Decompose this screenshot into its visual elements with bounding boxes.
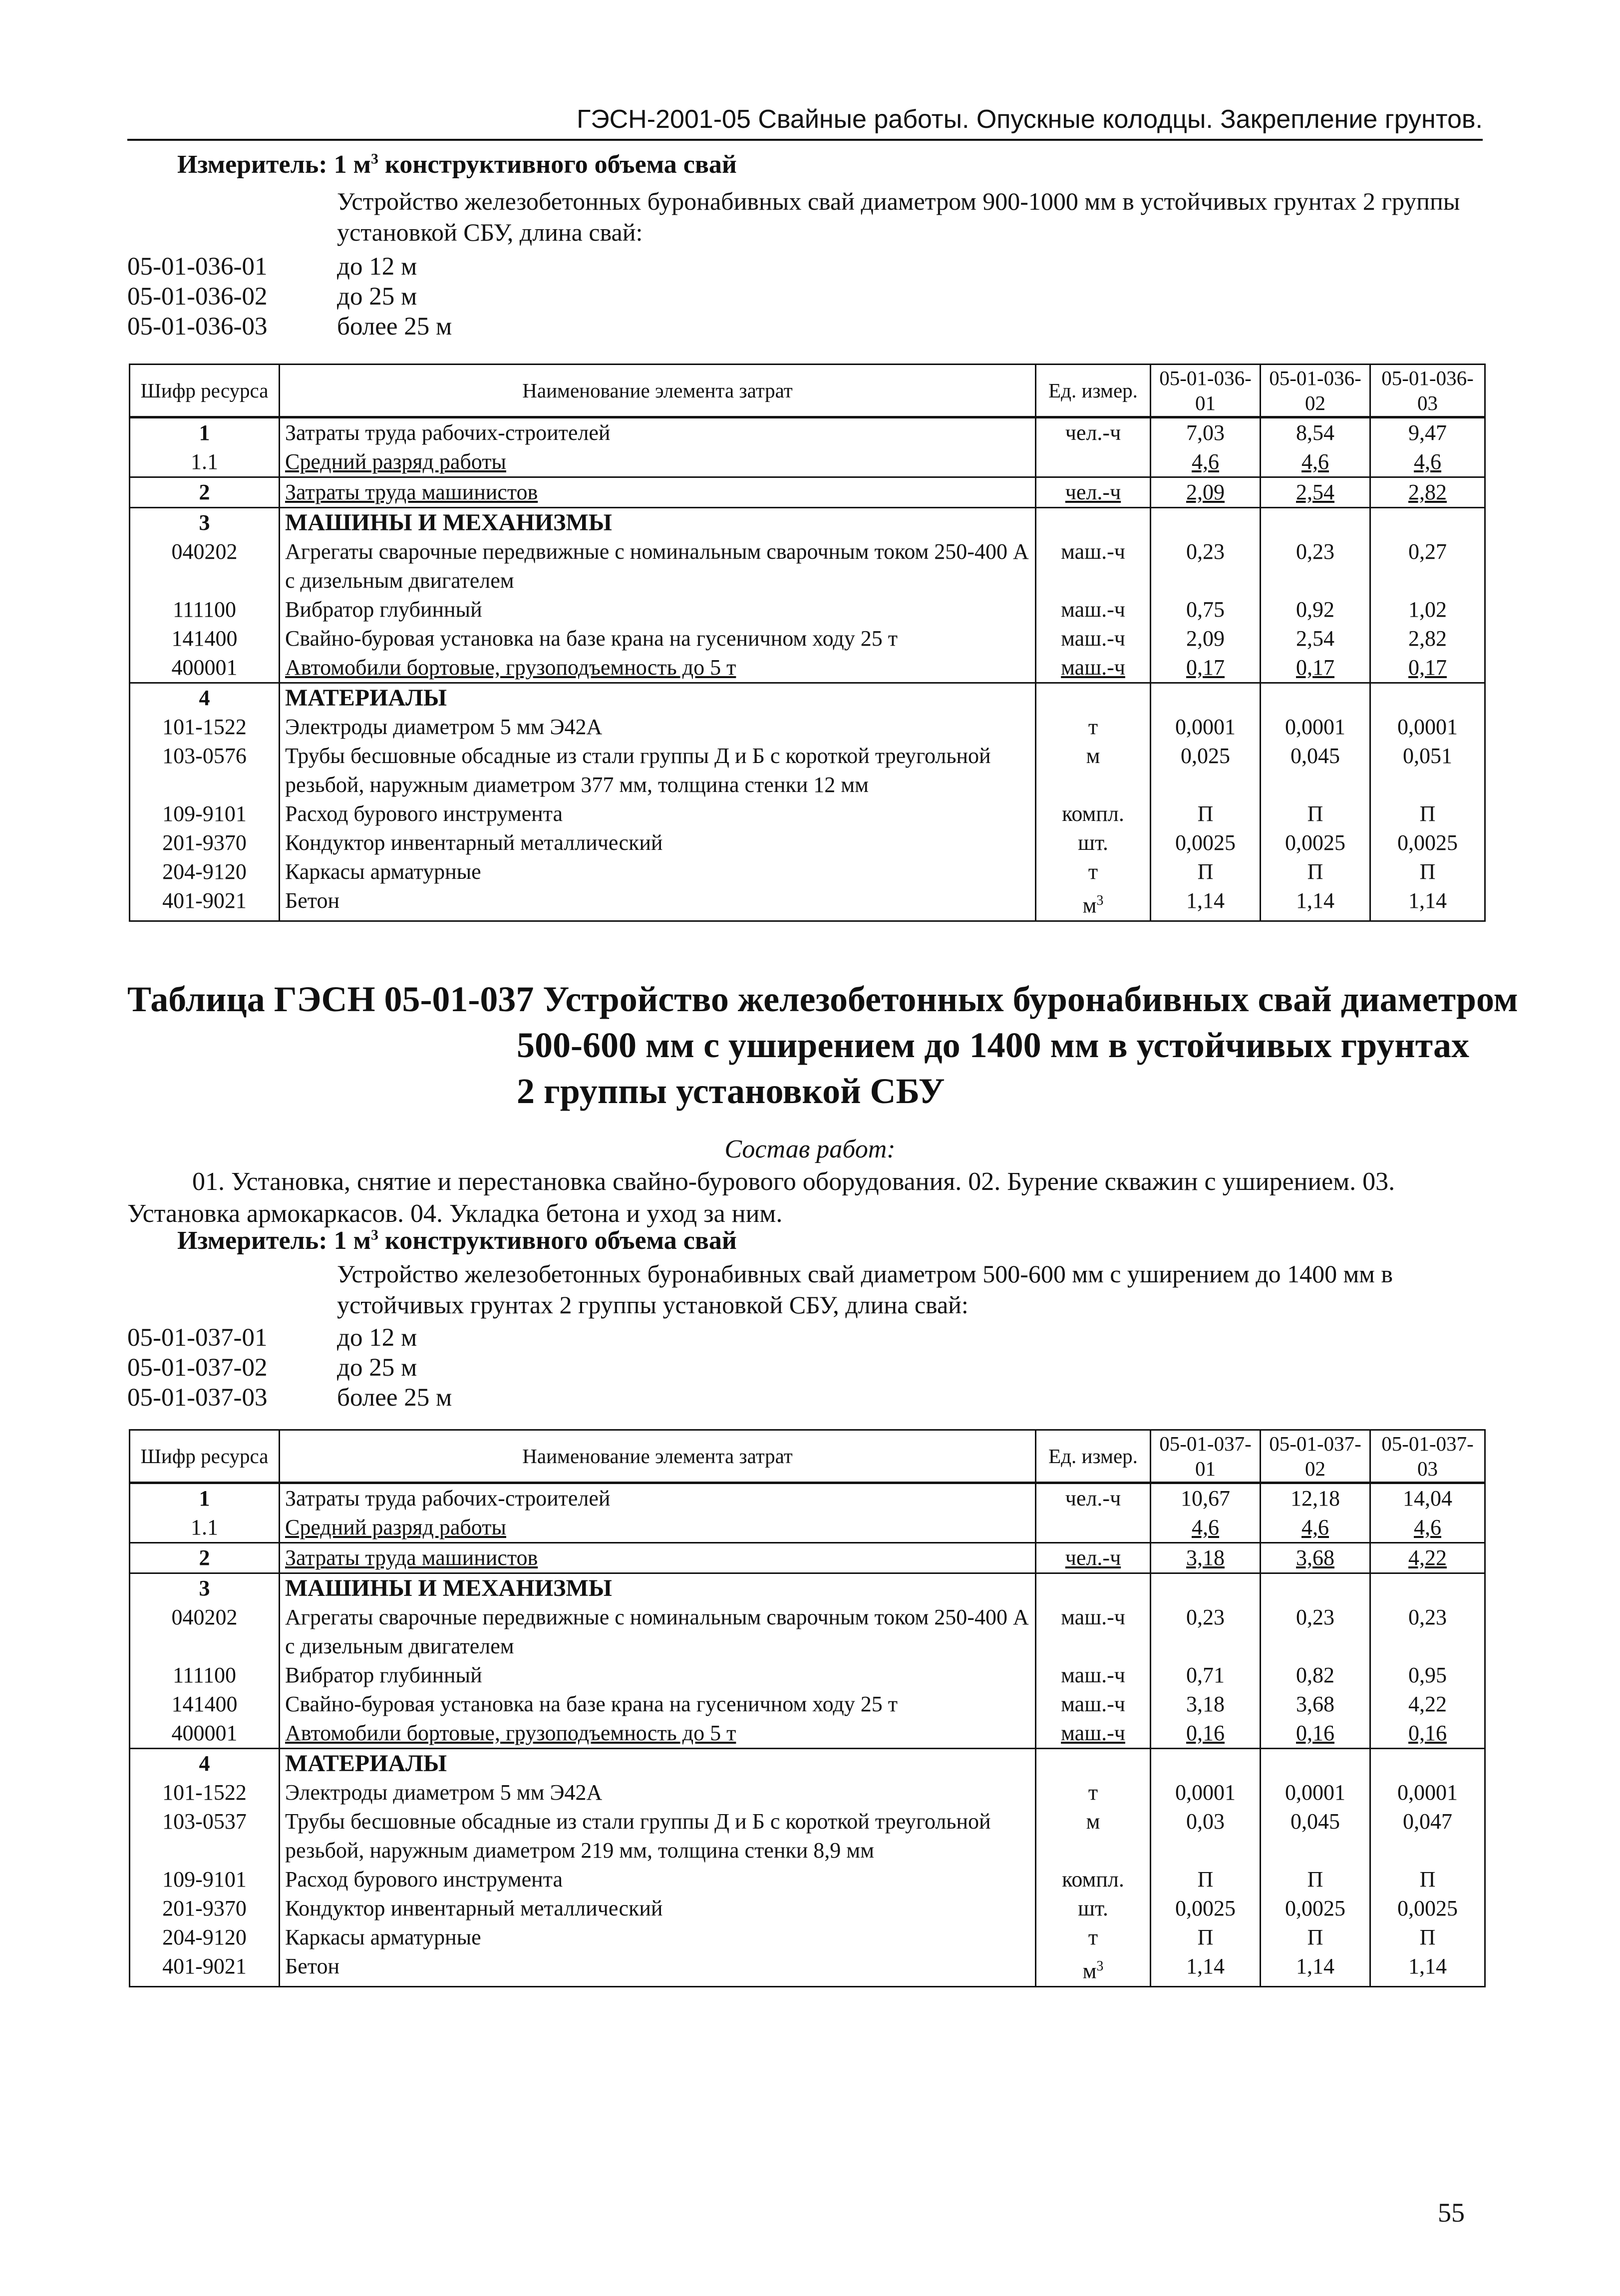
cost-element-name: Трубы бесшовные обсадные из стали группы Д и Б с короткой треугольной резьбой, наружным диаметром 377 мм, толщина стенки 12 мм	[280, 742, 1036, 799]
table-row	[130, 886, 1485, 921]
norm-value: 1,14	[1151, 1952, 1261, 1986]
norm-value: 0,71	[1151, 1661, 1261, 1690]
unit-of-measure: чел.-ч	[1036, 1543, 1151, 1573]
description-1: Устройство железобетонных буронабивных свай диаметром 900-1000 мм в устойчивых грунтах 2 группы установкой СБУ, длина свай:	[337, 187, 1460, 246]
unit-of-measure	[1036, 447, 1151, 477]
norm-value: 2,09	[1151, 624, 1261, 653]
table-row	[130, 417, 1485, 448]
cost-element-name: Агрегаты сварочные передвижные с номинальным сварочным током 250-400 А с дизельным двигателем	[280, 1603, 1036, 1661]
cost-element-name: МАШИНЫ И МЕХАНИЗМЫ	[280, 508, 1036, 538]
norm-value: 0,17	[1151, 653, 1261, 683]
norm-value: 0,16	[1151, 1719, 1261, 1749]
unit-of-measure	[1036, 1749, 1151, 1779]
norm-value: 0,16	[1261, 1719, 1370, 1749]
norm-value: 4,6	[1370, 447, 1485, 477]
header-norm-code: 05-01-036-01	[1151, 365, 1261, 417]
unit-of-measure: маш.-ч	[1036, 1661, 1151, 1690]
norm-value: 2,82	[1370, 624, 1485, 653]
table-row	[130, 1543, 1485, 1573]
unit-of-measure: $м^3$	[1036, 1952, 1151, 1986]
norm-value: 1,02	[1370, 595, 1485, 624]
cost-element-name: Затраты труда машинистов	[280, 1543, 1036, 1573]
resource-code: 101-1522	[130, 713, 280, 742]
norm-value: П	[1261, 1865, 1370, 1894]
cost-element-name: МАТЕРИАЛЫ	[280, 683, 1036, 713]
table-row	[130, 1603, 1485, 1661]
norm-value: П	[1370, 857, 1485, 886]
unit-of-measure: чел.-ч	[1036, 417, 1151, 448]
cost-element-name: Вибратор глубинный	[280, 595, 1036, 624]
cost-element-name: Автомобили бортовые, грузоподъемность до 5 т	[280, 653, 1036, 683]
unit-of-measure: маш.-ч	[1036, 653, 1151, 683]
norm-value: 0,23	[1261, 1603, 1370, 1661]
norm-value: 0,047	[1370, 1807, 1485, 1865]
table-row	[130, 537, 1485, 595]
norm-value: 0,75	[1151, 595, 1261, 624]
header-norm-code: 05-01-036-02	[1261, 365, 1370, 417]
resource-code: 204-9120	[130, 1923, 280, 1952]
norm-value: 0,23	[1370, 1603, 1485, 1661]
norm-value	[1370, 683, 1485, 713]
table-row	[130, 653, 1485, 683]
norm-value	[1261, 1749, 1370, 1779]
unit-of-measure: чел.-ч	[1036, 477, 1151, 508]
norm-value: 0,0025	[1151, 1894, 1261, 1923]
resource-code: 109-9101	[130, 799, 280, 828]
table-row	[130, 1573, 1485, 1603]
norm-value: 4,6	[1370, 1513, 1485, 1543]
description-2: Устройство железобетонных буронабивных свай диаметром 500-600 мм с уширением до 1400 мм в устойчивых грунтах 2 группы установкой СБУ, длина свай:	[337, 1260, 1393, 1319]
table-row	[130, 742, 1485, 799]
resource-code: 1	[130, 417, 280, 448]
norm-value: 4,22	[1370, 1543, 1485, 1573]
resource-code: 400001	[130, 653, 280, 683]
resource-code: 040202	[130, 537, 280, 595]
table-row	[130, 1483, 1485, 1514]
norm-value: 14,04	[1370, 1483, 1485, 1514]
measure-line-1	[177, 150, 737, 179]
norm-value: 3,68	[1261, 1543, 1370, 1573]
norm-value: 8,54	[1261, 417, 1370, 448]
norm-value: 3,68	[1261, 1690, 1370, 1719]
norm-value: 0,045	[1261, 1807, 1370, 1865]
norm-value: 0,27	[1370, 537, 1485, 595]
cost-element-name: Электроды диаметром 5 мм Э42А	[280, 1778, 1036, 1807]
cost-element-name: Свайно-буровая установка на базе крана на гусеничном ходу 25 т	[280, 1690, 1036, 1719]
cost-element-name: Автомобили бортовые, грузоподъемность до 5 т	[280, 1719, 1036, 1749]
resource-code: 201-9370	[130, 828, 280, 857]
norm-value: 2,82	[1370, 477, 1485, 508]
resource-code: 2	[130, 477, 280, 508]
resource-code: 400001	[130, 1719, 280, 1749]
cost-element-name: Затраты труда машинистов	[280, 477, 1036, 508]
norm-value: П	[1151, 857, 1261, 886]
resource-code: 3	[130, 1573, 280, 1603]
norm-value	[1370, 1749, 1485, 1779]
table-row	[130, 1690, 1485, 1719]
norm-value: 4,6	[1261, 1513, 1370, 1543]
table-row	[130, 799, 1485, 828]
unit-of-measure: маш.-ч	[1036, 595, 1151, 624]
header-norm-code: 05-01-037-03	[1370, 1430, 1485, 1483]
cost-element-name: Средний разряд работы	[280, 1513, 1036, 1543]
table-row	[130, 1952, 1485, 1986]
norm-value: 0,17	[1261, 653, 1370, 683]
table-row	[130, 828, 1485, 857]
norm-value: П	[1151, 1923, 1261, 1952]
resource-code: 103-0576	[130, 742, 280, 799]
resource-code: 1.1	[130, 447, 280, 477]
norm-value	[1370, 508, 1485, 538]
cost-element-name: Расход бурового инструмента	[280, 1865, 1036, 1894]
norm-value	[1261, 683, 1370, 713]
norm-value: 0,025	[1151, 742, 1261, 799]
header-unit: Ед. измер.	[1036, 365, 1151, 417]
resource-code: 4	[130, 1749, 280, 1779]
norm-value: 0,0001	[1151, 1778, 1261, 1807]
cost-element-name: Трубы бесшовные обсадные из стали группы Д и Б с короткой треугольной резьбой, наружным диаметром 219 мм, толщина стенки 8,9 мм	[280, 1807, 1036, 1865]
norm-value: 0,92	[1261, 595, 1370, 624]
norm-value: 12,18	[1261, 1483, 1370, 1514]
resource-code: 3	[130, 508, 280, 538]
unit-of-measure: м	[1036, 1807, 1151, 1865]
norm-value: 9,47	[1370, 417, 1485, 448]
unit-of-measure: компл.	[1036, 1865, 1151, 1894]
code-row: 05-01-036-03 более 25 м	[127, 313, 452, 341]
header-name: Наименование элемента затрат	[280, 365, 1036, 417]
cost-element-name: Каркасы арматурные	[280, 857, 1036, 886]
norm-value: 1,14	[1370, 886, 1485, 921]
code-row: 05-01-036-02 до 25 м	[127, 283, 417, 311]
norm-value: 4,6	[1261, 447, 1370, 477]
norm-value: 0,03	[1151, 1807, 1261, 1865]
page-number: 55	[1438, 2198, 1465, 2228]
norm-value	[1151, 508, 1261, 538]
table-row	[130, 1661, 1485, 1690]
unit-of-measure	[1036, 1513, 1151, 1543]
table-row	[130, 857, 1485, 886]
unit-of-measure: маш.-ч	[1036, 1603, 1151, 1661]
resource-code: 040202	[130, 1603, 280, 1661]
measure-text: конструктивного объема свай	[385, 150, 737, 179]
table-row	[130, 447, 1485, 477]
table-row	[130, 1513, 1485, 1543]
measure-line-2	[177, 1226, 737, 1255]
norm-value: П	[1370, 799, 1485, 828]
resource-code: 204-9120	[130, 857, 280, 886]
norm-value: 0,0001	[1261, 1778, 1370, 1807]
running-header: ГЭСН-2001-05 Свайные работы. Опускные колодцы. Закрепление грунтов.	[127, 100, 1483, 141]
norm-value: П	[1261, 799, 1370, 828]
table-row	[130, 1778, 1485, 1807]
measure-unit: 1 $м^3$	[333, 150, 379, 179]
norm-value: 0,045	[1261, 742, 1370, 799]
norm-value: 1,14	[1261, 1952, 1370, 1986]
cost-element-name: Кондуктор инвентарный металлический	[280, 1894, 1036, 1923]
norm-value: П	[1151, 1865, 1261, 1894]
table-row	[130, 683, 1485, 713]
norm-value: П	[1370, 1865, 1485, 1894]
resource-code: 1.1	[130, 1513, 280, 1543]
unit-of-measure: маш.-ч	[1036, 537, 1151, 595]
norm-value: 0,0001	[1151, 713, 1261, 742]
resource-code: 103-0537	[130, 1807, 280, 1865]
table-row	[130, 508, 1485, 538]
resource-code: 401-9021	[130, 1952, 280, 1986]
unit-of-measure: т	[1036, 1923, 1151, 1952]
norm-value	[1151, 683, 1261, 713]
unit-of-measure: шт.	[1036, 1894, 1151, 1923]
table-row	[130, 624, 1485, 653]
resource-code: 141400	[130, 624, 280, 653]
norm-value: П	[1261, 1923, 1370, 1952]
header-code: Шифр ресурса	[130, 365, 280, 417]
norm-value: 10,67	[1151, 1483, 1261, 1514]
norm-value: 2,09	[1151, 477, 1261, 508]
unit-of-measure: т	[1036, 713, 1151, 742]
norm-value: 3,18	[1151, 1543, 1261, 1573]
resource-code: 101-1522	[130, 1778, 280, 1807]
cost-element-name: Расход бурового инструмента	[280, 799, 1036, 828]
norm-value: 0,82	[1261, 1661, 1370, 1690]
norm-value: 0,0025	[1261, 1894, 1370, 1923]
cost-element-name: Средний разряд работы	[280, 447, 1036, 477]
norm-value: 0,16	[1370, 1719, 1485, 1749]
norm-value: 0,23	[1261, 537, 1370, 595]
norm-value: 3,18	[1151, 1690, 1261, 1719]
table-row	[130, 1749, 1485, 1779]
norm-value	[1151, 1749, 1261, 1779]
table-row	[130, 1923, 1485, 1952]
resource-code: 1	[130, 1483, 280, 1514]
cost-element-name: Вибратор глубинный	[280, 1661, 1036, 1690]
resource-code: 2	[130, 1543, 280, 1573]
resource-code: 401-9021	[130, 886, 280, 921]
norm-value: П	[1151, 799, 1261, 828]
cost-element-name: МАТЕРИАЛЫ	[280, 1749, 1036, 1779]
cost-element-name: Агрегаты сварочные передвижные с номинальным сварочным током 250-400 А с дизельным двигателем	[280, 537, 1036, 595]
norm-table-037	[129, 1429, 1486, 1987]
unit-of-measure: маш.-ч	[1036, 1719, 1151, 1749]
header-unit: Ед. измер.	[1036, 1430, 1151, 1483]
norm-value: 0,0001	[1370, 1778, 1485, 1807]
measure-label: Измеритель:	[177, 1226, 327, 1255]
header-norm-code: 05-01-037-01	[1151, 1430, 1261, 1483]
measure-unit: 1 $м^3$	[333, 1226, 379, 1255]
norm-value: 0,0025	[1151, 828, 1261, 857]
measure-label: Измеритель:	[177, 150, 327, 179]
table-row	[130, 1894, 1485, 1923]
resource-code: 141400	[130, 1690, 280, 1719]
table-row	[130, 1865, 1485, 1894]
norm-value: 7,03	[1151, 417, 1261, 448]
norm-value: 4,22	[1370, 1690, 1485, 1719]
unit-of-measure: $м^3$	[1036, 886, 1151, 921]
norm-value: 4,6	[1151, 1513, 1261, 1543]
resource-code: 4	[130, 683, 280, 713]
unit-of-measure	[1036, 1573, 1151, 1603]
unit-of-measure: чел.-ч	[1036, 1483, 1151, 1514]
table-row	[130, 1807, 1485, 1865]
resource-code: 201-9370	[130, 1894, 280, 1923]
header-code: Шифр ресурса	[130, 1430, 280, 1483]
cost-element-name: Затраты труда рабочих-строителей	[280, 1483, 1036, 1514]
cost-element-name: Свайно-буровая установка на базе крана на гусеничном ходу 25 т	[280, 624, 1036, 653]
unit-of-measure	[1036, 508, 1151, 538]
norm-value: 1,14	[1151, 886, 1261, 921]
resource-code: 109-9101	[130, 1865, 280, 1894]
norm-value: 0,95	[1370, 1661, 1485, 1690]
norm-value: 0,0025	[1261, 828, 1370, 857]
norm-value: 0,23	[1151, 1603, 1261, 1661]
code-row: 05-01-037-01 до 12 м	[127, 1324, 417, 1352]
norm-value: 0,051	[1370, 742, 1485, 799]
cost-element-name: МАШИНЫ И МЕХАНИЗМЫ	[280, 1573, 1036, 1603]
header-norm-code: 05-01-036-03	[1370, 365, 1485, 417]
norm-value	[1261, 508, 1370, 538]
code-row: 05-01-037-03 более 25 м	[127, 1384, 452, 1412]
norm-value: 0,17	[1370, 653, 1485, 683]
unit-of-measure: т	[1036, 1778, 1151, 1807]
measure-text: конструктивного объема свай	[385, 1226, 737, 1255]
unit-of-measure: м	[1036, 742, 1151, 799]
work-composition-heading: Состав работ:	[724, 1135, 896, 1163]
resource-code: 111100	[130, 595, 280, 624]
unit-of-measure	[1036, 683, 1151, 713]
work-composition-text: 01. Установка, снятие и перестановка свайно-бурового оборудования. 02. Бурение скважин с уширением. 03. Установка армокаркасов. 04. Укладка бетона и уход за ним.	[127, 1167, 1395, 1228]
norm-value: 0,0001	[1370, 713, 1485, 742]
norm-value: П	[1370, 1923, 1485, 1952]
norm-value: 0,0025	[1370, 1894, 1485, 1923]
table-row	[130, 713, 1485, 742]
cost-element-name: Бетон	[280, 886, 1036, 921]
cost-element-name: Кондуктор инвентарный металлический	[280, 828, 1036, 857]
norm-value: 4,6	[1151, 447, 1261, 477]
unit-of-measure: маш.-ч	[1036, 1690, 1151, 1719]
cost-element-name: Затраты труда рабочих-строителей	[280, 417, 1036, 448]
norm-value: 2,54	[1261, 477, 1370, 508]
cost-element-name: Электроды диаметром 5 мм Э42А	[280, 713, 1036, 742]
norm-value: 1,14	[1370, 1952, 1485, 1986]
norm-value: П	[1261, 857, 1370, 886]
norm-value: 1,14	[1261, 886, 1370, 921]
table-row	[130, 477, 1485, 508]
table-row	[130, 1719, 1485, 1749]
resource-code: 111100	[130, 1661, 280, 1690]
norm-value	[1370, 1573, 1485, 1603]
norm-value	[1151, 1573, 1261, 1603]
norm-value	[1261, 1573, 1370, 1603]
norm-value: 0,23	[1151, 537, 1261, 595]
unit-of-measure: шт.	[1036, 828, 1151, 857]
unit-of-measure: т	[1036, 857, 1151, 886]
table-title: Таблица ГЭСН 05-01-037 Устройство железобетонных буронабивных свай диаметром 500-600 мм с уширением до 1400 мм в устойчивых грунтах 2 группы установкой СБУ	[127, 979, 1518, 1111]
cost-element-name: Бетон	[280, 1952, 1036, 1986]
table-row	[130, 595, 1485, 624]
unit-of-measure: компл.	[1036, 799, 1151, 828]
code-row: 05-01-037-02 до 25 м	[127, 1354, 417, 1382]
code-row: 05-01-036-01 до 12 м	[127, 253, 417, 281]
header-name: Наименование элемента затрат	[280, 1430, 1036, 1483]
header-norm-code: 05-01-037-02	[1261, 1430, 1370, 1483]
norm-table-036	[129, 364, 1486, 922]
unit-of-measure: маш.-ч	[1036, 624, 1151, 653]
norm-value: 2,54	[1261, 624, 1370, 653]
norm-value: 0,0025	[1370, 828, 1485, 857]
cost-element-name: Каркасы арматурные	[280, 1923, 1036, 1952]
norm-value: 0,0001	[1261, 713, 1370, 742]
